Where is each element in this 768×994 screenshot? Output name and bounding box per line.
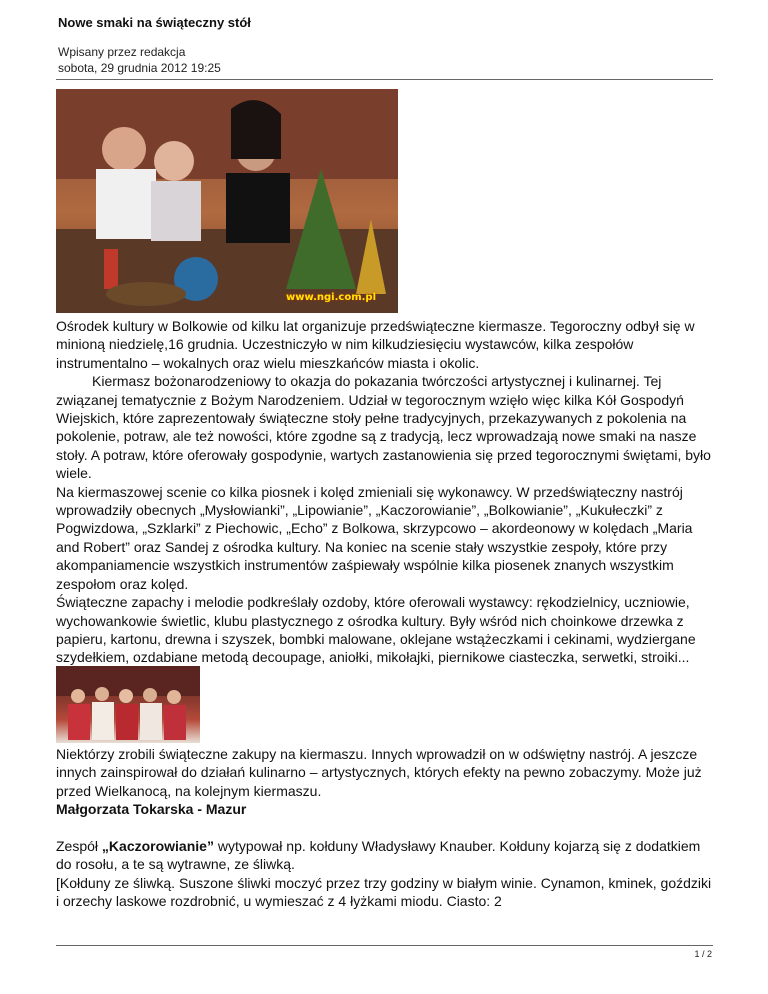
- article-body-upper: [56, 317, 716, 667]
- paragraph-recipe: [Kołduny ze śliwką. Suszone śliwki moczyć przez trzy godziny w białym winie. Cynamon, kminek, goździki i orzechy laskowe rozdrobnić, u wymieszać z 4 łyżkami miodu. Ciasto: 2: [56, 874, 712, 910]
- fair-photo-illustration: [56, 89, 398, 313]
- article-body-lower: [56, 745, 716, 911]
- blank-line: [56, 819, 716, 837]
- photo-watermark: www.ngi.com.pl: [286, 292, 376, 303]
- footer-divider: [56, 945, 713, 946]
- paragraph-recipe-intro: [56, 837, 716, 874]
- choir-photo-illustration: [56, 666, 200, 743]
- author-line: Wpisany przez redakcja: [58, 45, 186, 59]
- paragraph-fair: Kiermasz bożonarodzeniowy to okazja do pokazania twórczości artystycznej i kulinarnej. Tej związanej tematycznie z Bożym Narodzeniem. Udział w tegorocznym wzięło więc kilka Kół Gospodyń Wiejskich, które zaprezentowały świąteczne stoły pełne tradycyjnych, przekazywanych z pokolenia na pokolenie, potraw, ale też nowości, które zgodne są z tradycją, lecz wprowadzają nowe smaki na nasze stoły. A potraw, które oferowały gospodynie, wartych zastanowienia się przed tegorocznymi świętami, było wiele.: [56, 373, 711, 482]
- fair-photo: [56, 89, 398, 313]
- choir-photo: [56, 666, 200, 743]
- page-number: 1 / 2: [694, 949, 712, 959]
- article-title: Nowe smaki na świąteczny stół: [58, 15, 251, 30]
- header-divider: [56, 79, 713, 80]
- article-meta: [58, 44, 221, 76]
- paragraph-closing: Niektórzy zrobili świąteczne zakupy na kiermaszu. Innych wprowadził on w odświętny nastrój. A jeszcze innych zainspirował do działań kulinarno – artystycznych, których efekty na pewno zobaczymy. Może już przed Wielkanocą, na kolejnym kiermaszu.: [56, 746, 702, 799]
- band-name: „Kaczorowianie”: [101, 838, 214, 855]
- recipe-intro-prefix: Zespół: [56, 838, 102, 855]
- date-line: sobota, 29 grudnia 2012 19:25: [58, 61, 221, 75]
- author-signature: Małgorzata Tokarska - Mazur: [56, 801, 247, 818]
- recipe-intro-rest: wytypował np. kołduny Władysławy Knauber. Kołduny kojarzą się z dodatkiem do rosołu, a te są wytrawne, ze śliwką.: [56, 838, 701, 873]
- paragraph-stage: Na kiermaszowej scenie co kilka piosnek i kolęd zmieniali się wykonawcy. W przedświąteczny nastrój wprowadziły obecnych „Mysłowianki”, „Lipowianie”, „Kaczorowianie”, „Bolkowianie”, „Kukułeczki” z Pogwizdowa, „Szklarki” z Piechowic, „Echo” z Bolkowa, skrzypcowo – akordeonowy w kolędach „Maria and Robert” oraz Sandej z ośrodka kultury. Na koniec na scenie stały wszystkie zespoły, które przy akompaniamencie wszystkich instrumentów zaśpiewały wspólnie kilka piosenek znanych wszystkim zespołom oraz kolęd.: [56, 483, 693, 592]
- paragraph-decorations: Świąteczne zapachy i melodie podkreślały ozdoby, które oferowali wystawcy: rękodzielnicy, uczniowie, wychowankowie świetlic, klubu plastycznego z ośrodka kultury. Były wśród nich choinkowe drzewka z papieru, kartonu, drewna i szyszek, bombki malowane, oklejane wstążeczkami i cekinami, wydziergane szydełkiem, ozdabiane metodą decoupage, aniołki, mikołajki, piernikowe ciasteczka, serwetki, stroiki...: [56, 594, 696, 666]
- paragraph-intro: Ośrodek kultury w Bolkowie od kilku lat organizuje przedświąteczne kiermasze. Tegoroczny odbył się w minioną niedzielę,16 grudnia. Uczestniczyło w nim kilkudziesięciu wystawców, kilka zespołów instrumentalno – wokalnych oraz wielu mieszkańców miasta i okolic.: [56, 318, 695, 371]
